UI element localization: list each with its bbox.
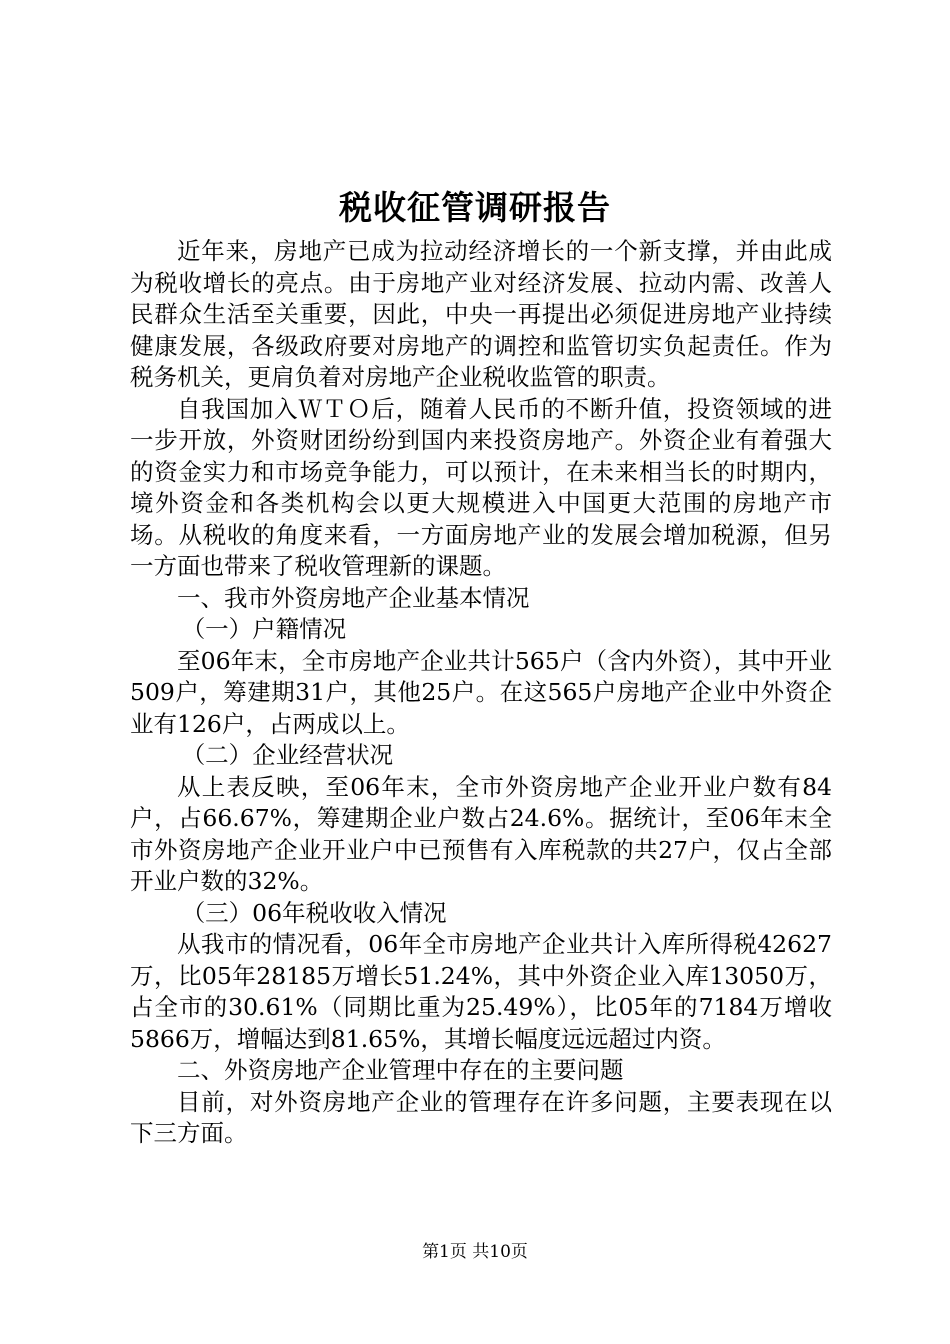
page-number-footer: 第1页 共10页 xyxy=(422,1242,528,1262)
paragraph-wto: 自我国加入ＷＴＯ后，随着人民币的不断升值，投资领域的进一步开放，外资财团纷纷到国内来投资房地产。外资企业有着强大的资金实力和市场竞争能力，可以预计，在未来相当长的时期内，境外资金和各类机构会以更大规模进入中国更大范围的房地产市场。从税收的角度来看，一方面房地产业的发展会增加税源，但另一方面也带来了税收管理新的课题。 xyxy=(130,394,832,580)
subsection-heading-1: （一）户籍情况 xyxy=(181,615,347,643)
section-heading-2: 二、外资房地产企业管理中存在的主要问题 xyxy=(177,1056,624,1084)
paragraph-registration: 至06年末，全市房地产企业共计565户（含内外资），其中开业509户，筹建期31户，其他25户。在这565户房地产企业中外资企业有126户，占两成以上。 xyxy=(130,646,832,738)
paragraph-operations: 从上表反映，至06年末，全市外资房地产企业开业户数有84户，占66.67%，筹建期企业户数占24.6%。据统计，至06年末全市外资房地产企业开业户中已预售有入库税款的共27户，仅占全部开业户数的32%。 xyxy=(130,772,832,895)
document-body xyxy=(130,236,832,1150)
subsection-heading-3: （三）06年税收收入情况 xyxy=(181,898,447,927)
document-title: 税收征管调研报告 xyxy=(339,188,611,227)
paragraph-intro: 近年来，房地产已成为拉动经济增长的一个新支撑，并由此成为税收增长的亮点。由于房地产业对经济发展、拉动内需、改善人民群众生活至关重要，因此，中央一再提出必须促进房地产业持续健康发展，各级政府要对房地产的调控和监管切实负起责任。作为税务机关，更肩负着对房地产企业税收监管的职责。 xyxy=(130,237,832,391)
paragraph-problems: 目前，对外资房地产企业的管理存在许多问题，主要表现在以下三方面。 xyxy=(130,1087,832,1147)
section-heading-1: 一、我市外资房地产企业基本情况 xyxy=(177,583,530,612)
paragraph-tax-revenue: 从我市的情况看，06年全市房地产企业共计入库所得税42627万，比05年28185万增长51.24%，其中外资企业入库13050万，占全市的30.61%（同期比重为25.49%），比05年的7184万增收5866万，增幅达到81.65%，其增长幅度远远超过内资。 xyxy=(130,930,832,1053)
subsection-heading-2: （二）企业经营状况 xyxy=(181,741,394,769)
